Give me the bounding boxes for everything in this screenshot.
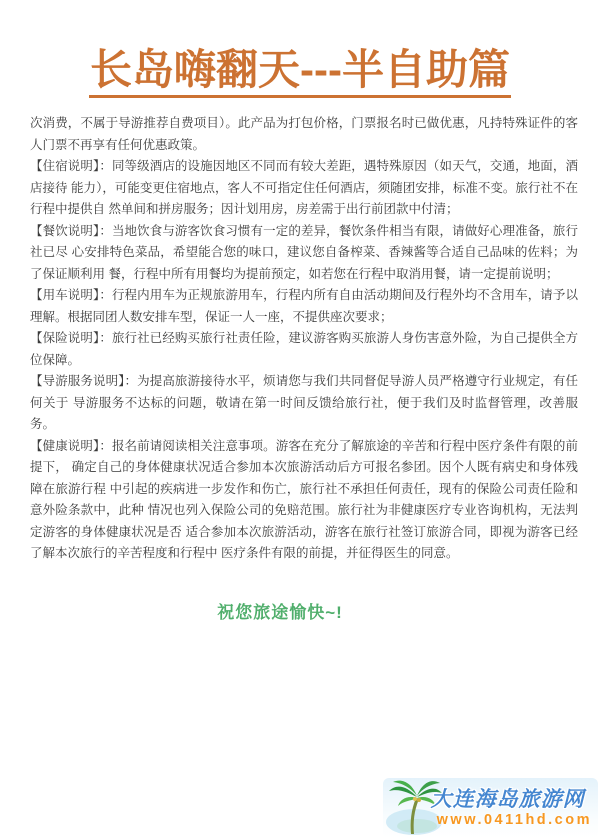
- title-area: [0, 46, 600, 98]
- paragraph-fee-notice-continuation: 次消费，不属于导游推荐自费项目）。此产品为打包价格，门票报名时已做优惠，凡持特殊证件的客人门票不再享有任何优惠政策。: [30, 116, 578, 152]
- watermark-site-url: www.0411hd.com: [436, 812, 592, 828]
- paragraph-vehicle-notes: 【用车说明】：行程内用车为正规旅游用车，行程内所有自由活动期间及行程外均不含用车，请予以理解。根据同团人数安排车型，保证一人一座，不提供座次要求；: [30, 288, 578, 324]
- paragraph-insurance-notes: 【保险说明】：旅行社已经购买旅行社责任险，建议游客购买旅游人身伤害意外险，为自己提供全方位保障。: [30, 331, 578, 367]
- paragraph-guide-service-notes: 【导游服务说明】：为提高旅游接待水平，烦请您与我们共同督促导游人员严格遵守行业规定，有任何关于 导游服务不达标的问题，敬请在第一时间反馈给旅行社，便于我们及时监督管理，改善服务。: [30, 374, 578, 431]
- site-watermark: [383, 778, 598, 838]
- document-body: [30, 113, 578, 565]
- paragraph-dining-notes: 【餐饮说明】：当地饮食与游客饮食习惯有一定的差异，餐饮条件相当有限，请做好心理准备，旅行社已尽 心安排特色菜品，希望能合您的味口，建议您自备榨菜、香辣酱等合适自己品味的佐料；为了保证顺利用 餐，行程中所有用餐均为提前预定，如若您在行程中取消用餐，请一定提前说明；: [30, 223, 578, 281]
- wish-text: 祝您旅途愉快~!: [217, 603, 343, 622]
- watermark-site-name: 大连海岛旅游网: [430, 788, 585, 811]
- page-title: 长岛嗨翻天---半自助篇: [89, 46, 511, 98]
- watermark-text: [431, 788, 592, 828]
- paragraph-health-notes: 【健康说明】：报名前请阅读相关注意事项。游客在充分了解旅途的辛苦和行程中医疗条件有限的前提下， 确定自己的身体健康状况适合参加本次旅游活动后方可报名参团。因个人既有病史和身体残障在旅游行程 中引起的疾病进一步发作和伤亡，旅行社不承担任何责任，现有的保险公司责任险和意外险条款中，此种 情况也列入保险公司的免赔范围。旅行社为非健康医疗专业咨询机构，无法判定游客的身体健康状况是否 适合参加本次旅游活动，游客在旅行社签订旅游合同，即视为游客已经了解本次旅行的辛苦程度和行程中 医疗条件有限的前提，并征得医生的同意。: [30, 438, 578, 560]
- paragraph-lodging-notes: 【住宿说明】：同等级酒店的设施因地区不同而有较大差距，遇特殊原因（如天气，交通，地面，酒店接待 能力），可能变更住宿地点，客人不可指定住任何酒店，须随团安排，标准不变。旅行社不在行程中提供自 然单间和拼房服务；因计划用房，房差需于出行前团款中付清；: [30, 159, 578, 216]
